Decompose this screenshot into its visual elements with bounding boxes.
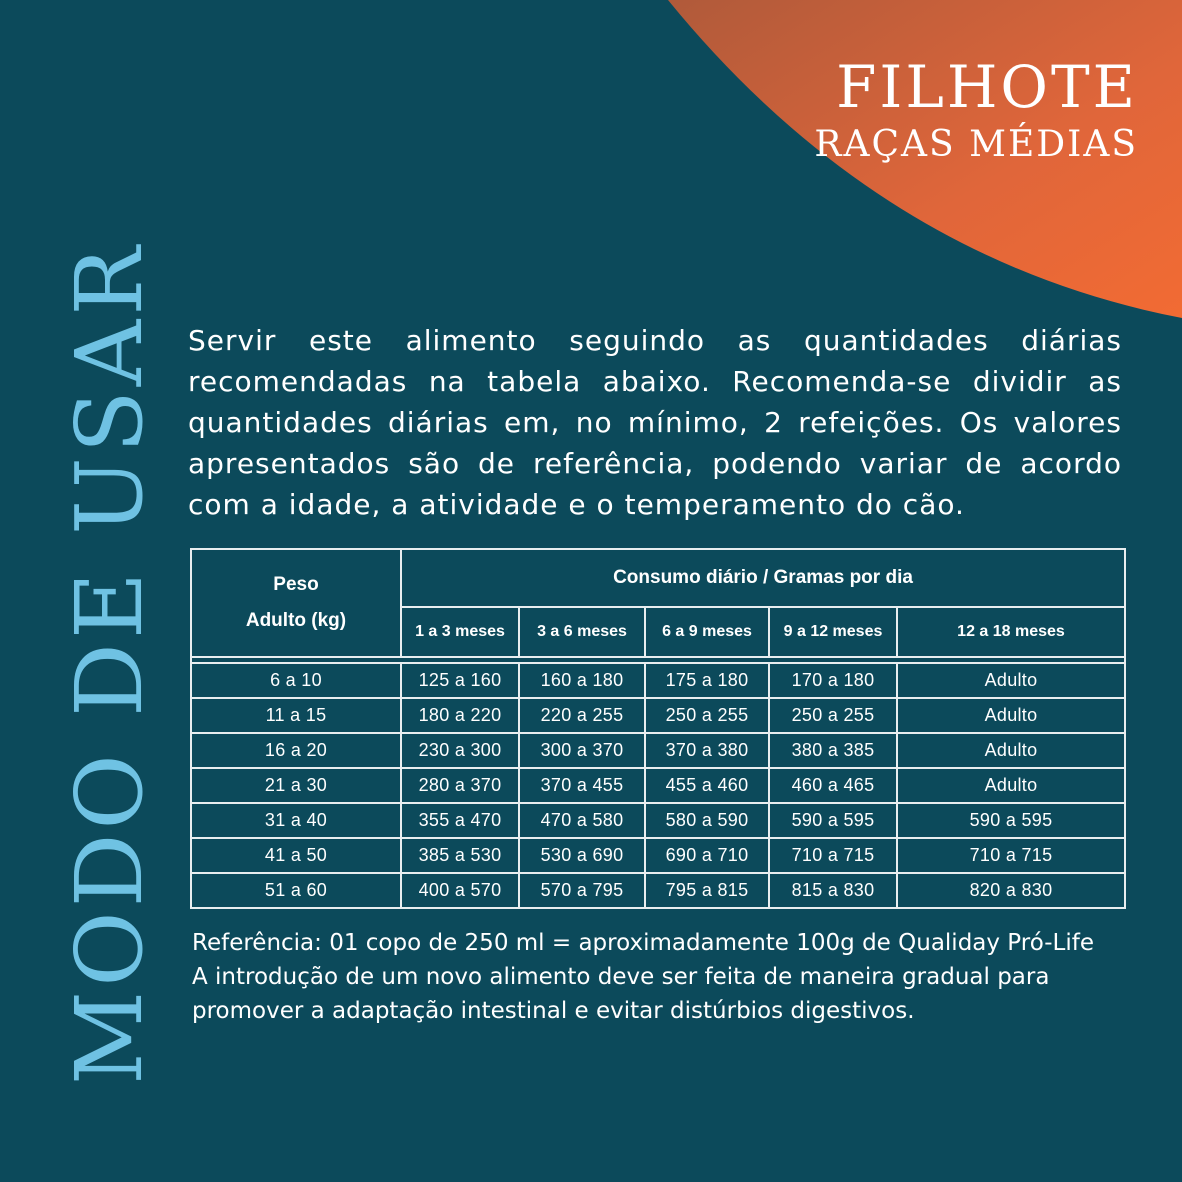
table-cell: Adulto <box>897 768 1125 803</box>
table-cell: 815 a 830 <box>769 873 897 908</box>
weight-header-line1: Peso <box>273 574 319 595</box>
table-cell: 460 a 465 <box>769 768 897 803</box>
table-cell: 220 a 255 <box>519 698 645 733</box>
table-cell: 370 a 455 <box>519 768 645 803</box>
table-cell: 530 a 690 <box>519 838 645 873</box>
col-header-3: 6 a 9 meses <box>645 607 769 657</box>
table-row <box>191 698 1125 733</box>
table-cell: 370 a 380 <box>645 733 769 768</box>
table-cell: 170 a 180 <box>769 663 897 698</box>
table-cell: 690 a 710 <box>645 838 769 873</box>
table-row <box>191 873 1125 908</box>
table-row <box>191 733 1125 768</box>
col-header-2: 3 a 6 meses <box>519 607 645 657</box>
table-cell: 21 a 30 <box>191 768 401 803</box>
col-header-4: 9 a 12 meses <box>769 607 897 657</box>
table-cell: 250 a 255 <box>769 698 897 733</box>
footnote-line-3: promover a adaptação intestinal e evitar distúrbios digestivos. <box>192 998 915 1024</box>
table-cell: 16 a 20 <box>191 733 401 768</box>
table-cell: 400 a 570 <box>401 873 519 908</box>
table-cell: Adulto <box>897 698 1125 733</box>
table-row <box>191 768 1125 803</box>
table-cell: 41 a 50 <box>191 838 401 873</box>
table-cell: 570 a 795 <box>519 873 645 908</box>
footnote <box>192 926 1132 1028</box>
table-cell: 175 a 180 <box>645 663 769 698</box>
table-cell: 230 a 300 <box>401 733 519 768</box>
table-cell: 580 a 590 <box>645 803 769 838</box>
intro-paragraph: Servir este alimento seguindo as quantidades diárias recomendadas na tabela abaixo. Recomenda-se dividir as quantidades diárias em, no mínimo, 2 refeições. Os valores apresentados são de referência, podendo variar de acordo com a idade, a atividade e o temperamento do cão. <box>188 324 1122 521</box>
table-cell: 160 a 180 <box>519 663 645 698</box>
table-cell: 180 a 220 <box>401 698 519 733</box>
table-cell: 470 a 580 <box>519 803 645 838</box>
table-cell: 6 a 10 <box>191 663 401 698</box>
table-cell: 11 a 15 <box>191 698 401 733</box>
table-cell: 125 a 160 <box>401 663 519 698</box>
table-cell: 820 a 830 <box>897 873 1125 908</box>
table-cell: Adulto <box>897 663 1125 698</box>
table-cell: 51 a 60 <box>191 873 401 908</box>
weight-header-line2: Adulto (kg) <box>245 610 347 631</box>
table-cell: Adulto <box>897 733 1125 768</box>
footnote-line-1: Referência: 01 copo de 250 ml = aproximadamente 100g de Qualiday Pró-Life <box>192 930 1094 956</box>
weight-header <box>191 549 401 657</box>
table-cell: 385 a 530 <box>401 838 519 873</box>
table-cell: 380 a 385 <box>769 733 897 768</box>
table-row <box>191 838 1125 873</box>
table-cell: 355 a 470 <box>401 803 519 838</box>
table-cell: 280 a 370 <box>401 768 519 803</box>
table-cell: 710 a 715 <box>897 838 1125 873</box>
table-cell: 590 a 595 <box>769 803 897 838</box>
footnote-line-2: A introdução de um novo alimento deve ser feita de maneira gradual para <box>192 964 1050 990</box>
table-row <box>191 803 1125 838</box>
table-cell: 795 a 815 <box>645 873 769 908</box>
table-cell: 250 a 255 <box>645 698 769 733</box>
col-header-5: 12 a 18 meses <box>897 607 1125 657</box>
table-row <box>191 663 1125 698</box>
badge-title: FILHOTE <box>836 53 1138 121</box>
table-cell: 590 a 595 <box>897 803 1125 838</box>
feeding-table <box>190 548 1126 909</box>
col-header-1: 1 a 3 meses <box>401 607 519 657</box>
badge-subtitle: RAÇAS MÉDIAS <box>814 124 1138 165</box>
side-title: MODO DE USAR <box>56 242 163 1085</box>
table-cell: 710 a 715 <box>769 838 897 873</box>
table-cell: 455 a 460 <box>645 768 769 803</box>
product-badge <box>814 54 1138 170</box>
consumption-header: Consumo diário / Gramas por dia <box>401 549 1125 607</box>
table-cell: 300 a 370 <box>519 733 645 768</box>
table-cell: 31 a 40 <box>191 803 401 838</box>
